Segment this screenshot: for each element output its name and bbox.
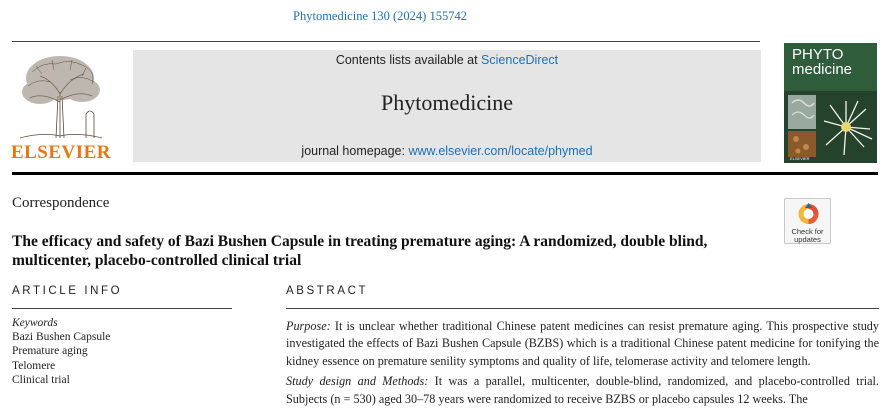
keyword-item[interactable]: Clinical trial <box>12 373 70 386</box>
design-text: It was a parallel, multicenter, double-blind, randomized, and placebo-controlled trial. Subjects (n = 530) aged 30–78 years were randomized to receive BZBS or placebo capsules 12 weeks. The <box>286 374 879 406</box>
citation-link[interactable]: Phytomedicine 130 (2024) 155742 <box>293 9 467 23</box>
cover-title <box>792 47 852 77</box>
journal-masthead <box>133 50 761 162</box>
abstract-purpose <box>286 318 879 370</box>
article-info-heading: ARTICLE INFO <box>12 285 123 297</box>
header-divider <box>12 172 878 175</box>
check-for-updates-button[interactable] <box>784 198 831 244</box>
homepage-line <box>133 144 761 158</box>
journal-cover[interactable] <box>784 43 877 163</box>
journal-citation <box>0 9 760 24</box>
abstract-design <box>286 373 879 408</box>
homepage-prefix: journal homepage: <box>301 144 409 158</box>
abstract-divider <box>286 308 879 309</box>
article-info-divider <box>12 308 232 309</box>
cover-title-line2: medicine <box>792 61 853 78</box>
top-divider <box>12 41 760 42</box>
keyword-item[interactable]: Bazi Bushen Capsule <box>12 331 111 344</box>
check-updates-line1: Check for <box>791 227 824 236</box>
cover-title-line1: PHYTO <box>792 46 844 63</box>
keyword-item[interactable]: Telomere <box>12 359 56 372</box>
elsevier-wordmark: ELSEVIER <box>10 142 112 163</box>
check-updates-line2: updates <box>794 234 821 244</box>
abstract-heading: ABSTRACT <box>286 285 369 297</box>
keywords-label: Keywords <box>12 317 58 329</box>
article-type: Correspondence <box>12 195 110 211</box>
keyword-item[interactable]: Premature aging <box>12 345 88 358</box>
abstract-body <box>286 318 879 411</box>
elsevier-logo[interactable] <box>10 52 112 164</box>
check-updates-label <box>785 228 830 243</box>
journal-homepage-link[interactable]: www.elsevier.com/locate/phymed <box>408 144 593 158</box>
contents-prefix: Contents lists available at <box>335 53 482 67</box>
svg-text:ELSEVIER: ELSEVIER <box>790 156 810 161</box>
journal-name: Phytomedicine <box>381 90 513 115</box>
purpose-label: Purpose: <box>286 319 331 333</box>
contents-line <box>133 53 761 67</box>
sciencedirect-link[interactable]: ScienceDirect <box>481 53 559 67</box>
tree-icon <box>12 52 110 140</box>
design-label: Study design and Methods: <box>286 374 429 389</box>
check-updates-icon <box>785 199 832 229</box>
keywords-list <box>12 316 110 387</box>
purpose-text: It is unclear whether traditional Chinese patent medicines can resist premature aging. This prospective study investigated the effects of Bazi Bushen Capsule (BZBS) which is a traditional Chinese patent medicine for tonifying the kidney essence on premature senility symptoms and quality of life, telomerase activity and telomere length. <box>286 319 879 368</box>
article-title: The efficacy and safety of Bazi Bushen Capsule in treating premature aging: A randomized, double blind, multicenter, placebo-controlled clinical trial <box>12 233 708 269</box>
